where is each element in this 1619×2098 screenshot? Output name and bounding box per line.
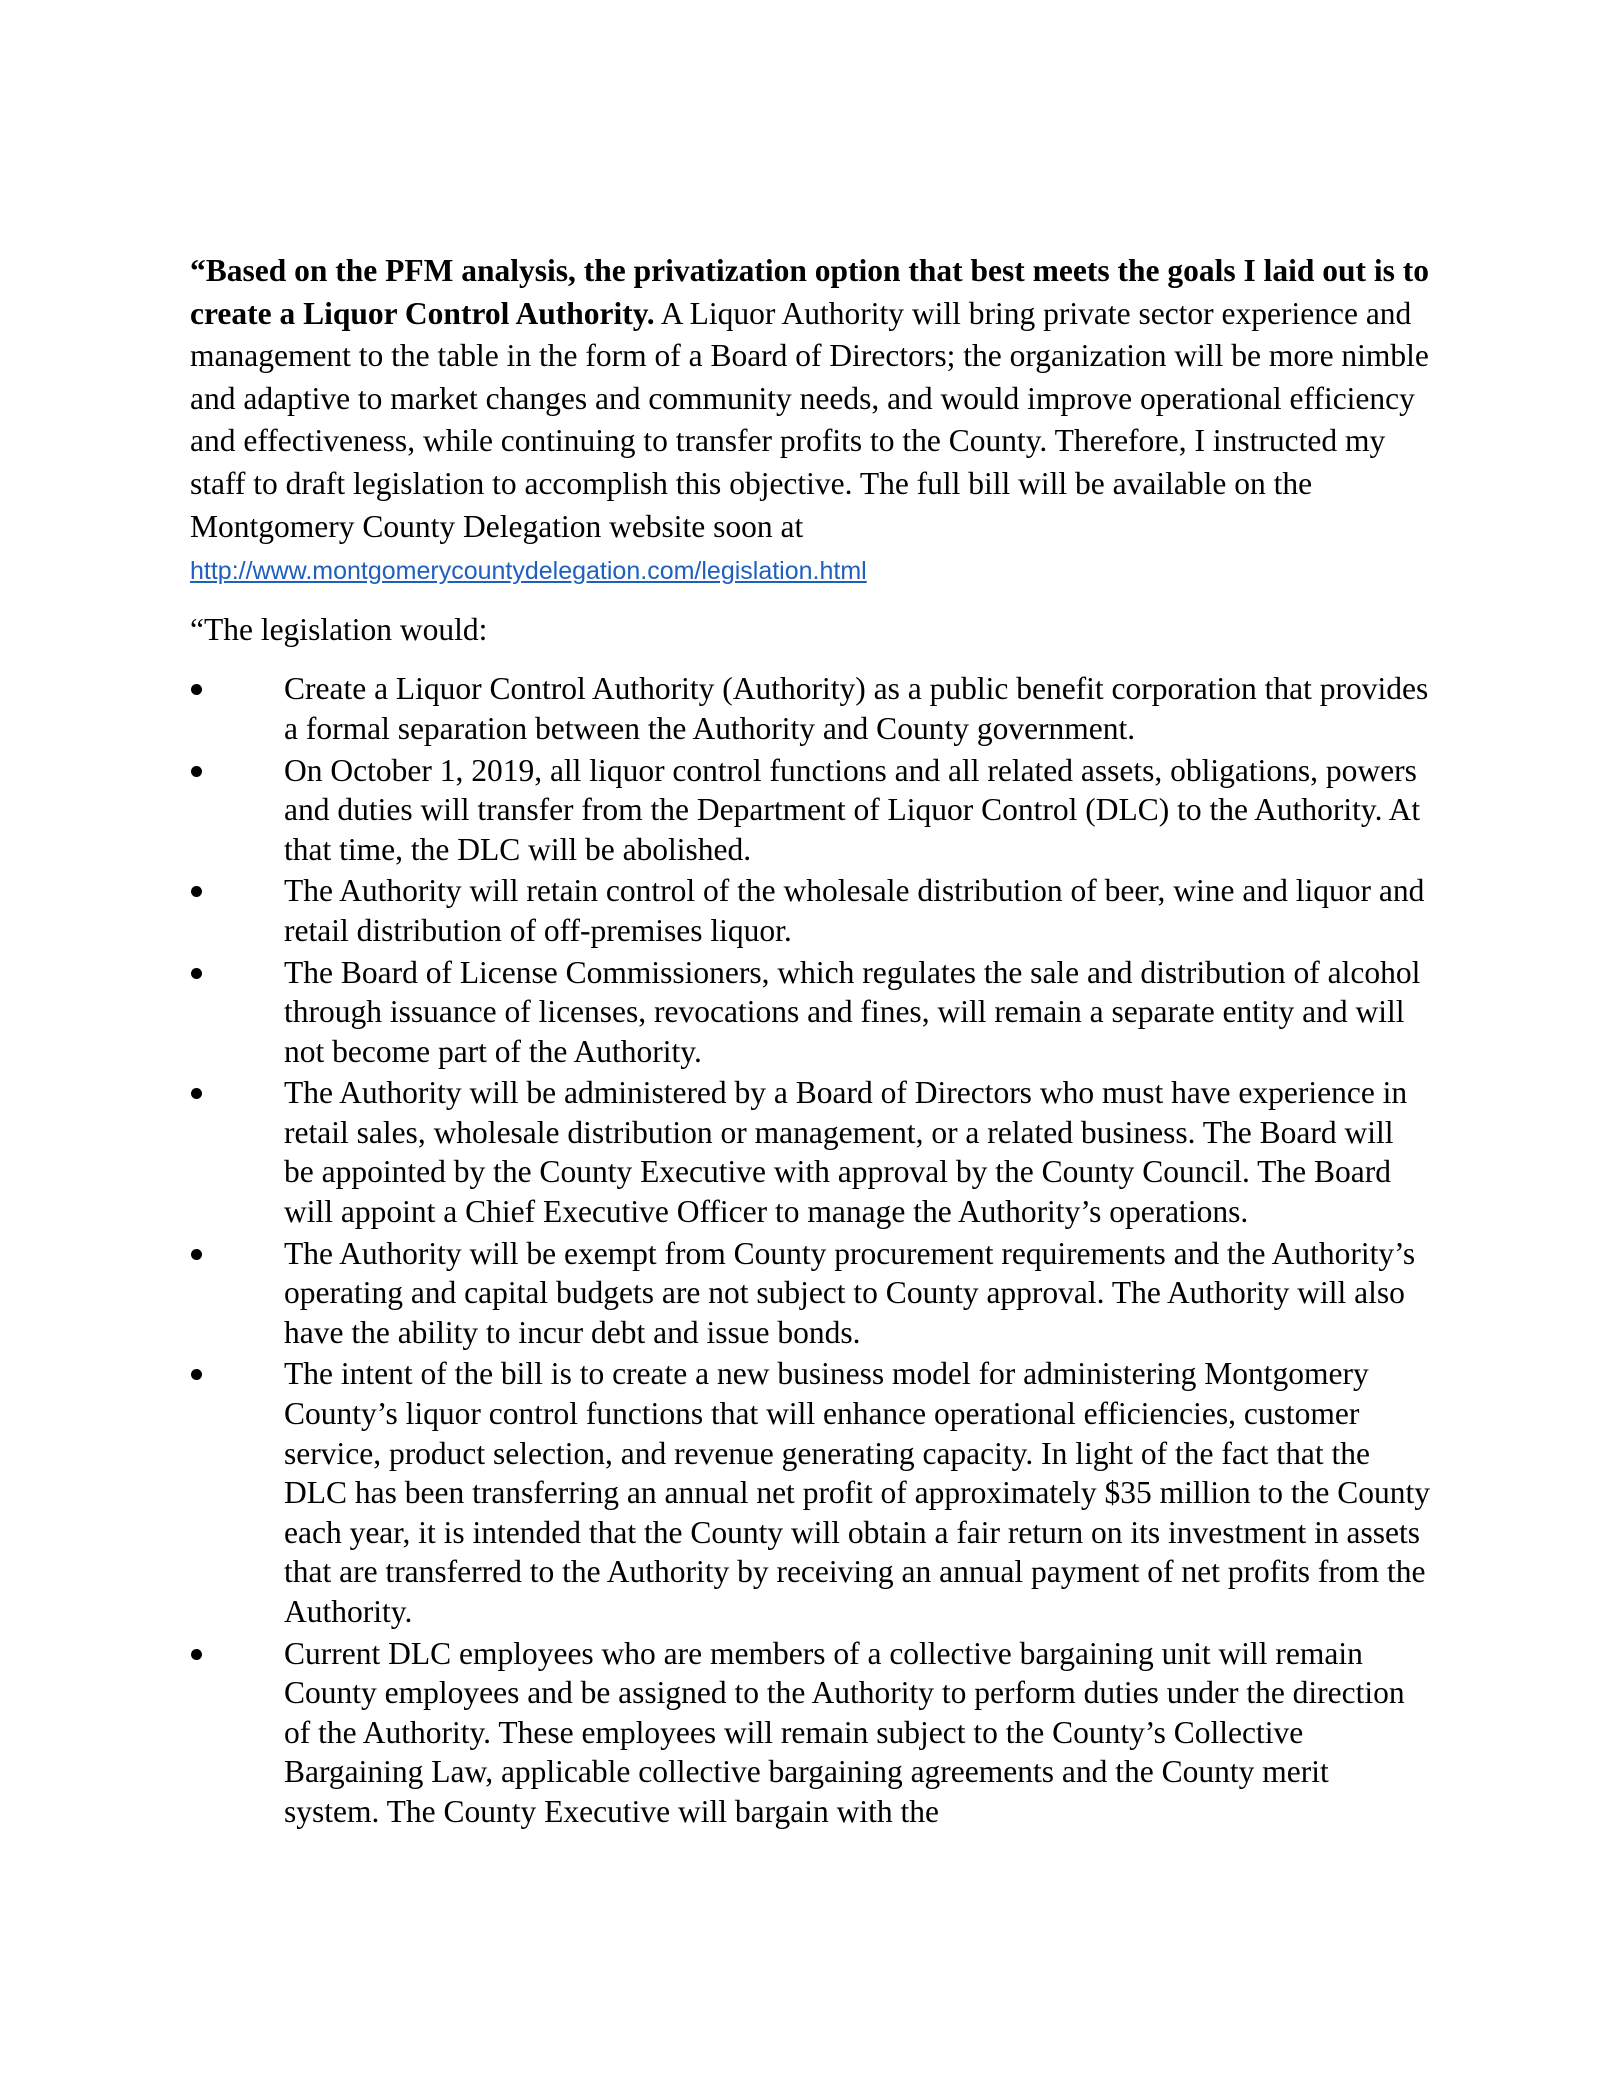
bullet-dot-icon (191, 968, 202, 979)
bullet-item (190, 871, 1430, 950)
legislation-lead-in: “The legislation would: (190, 611, 488, 647)
bullet-text: Create a Liquor Control Authority (Authority) as a public benefit corporation that provides a formal separation between the Authority and County government. (284, 671, 1429, 746)
intro-body: A Liquor Authority will bring private sector experience and management to the table in the form of a Board of Directors; the organization will be more nimble and adaptive to market changes and community needs, and would improve operational efficiency and effectiveness, while continuing to transfer profits to the County. Therefore, I instructed my staff to draft legislation to accomplish this objective. The full bill will be available on the Montgomery County Delegation website soon at (190, 295, 1429, 544)
bullet-text: The intent of the bill is to create a new business model for administering Montgomery County’s liquor control functions that will enhance operational efficiencies, customer service, product selection, and revenue generating capacity. In light of the fact that the DLC has been transferring an annual net profit of approximately $35 million to the County each year, it is intended that the County will obtain a fair return on its investment in assets that are transferred to the Authority by receiving an annual payment of net profits from the Authority. (284, 1356, 1430, 1629)
bullet-item (190, 1234, 1430, 1353)
page-content (190, 250, 1430, 1834)
bullet-dot-icon (191, 1249, 202, 1260)
bullet-dot-icon (191, 1088, 202, 1099)
bullet-item (190, 953, 1430, 1072)
bullet-text: On October 1, 2019, all liquor control functions and all related assets, obligations, powers and duties will transfer from the Department of Liquor Control (DLC) to the Authority. At that time, the DLC will be abolished. (284, 752, 1421, 867)
bullet-text: Current DLC employees who are members of a collective bargaining unit will remain County employees and be assigned to the Authority to perform duties under the direction of the Authority. These employees will remain subject to the County’s Collective Bargaining Law, applicable collective bargaining agreements and the County merit system. The County Executive will bargain with the (284, 1635, 1405, 1829)
bullet-dot-icon (191, 766, 202, 777)
bullet-text: The Authority will retain control of the wholesale distribution of beer, wine and liquor and retail distribution of off-premises liquor. (284, 873, 1425, 948)
legislation-bullet-list (190, 669, 1430, 1831)
legislation-link[interactable]: http://www.montgomerycountydelegation.com/legislation.html (190, 557, 867, 586)
bullet-dot-icon (191, 1649, 202, 1660)
intro-paragraph (190, 250, 1430, 593)
bullet-item (190, 1073, 1430, 1231)
bullet-dot-icon (191, 886, 202, 897)
bullet-item (190, 1354, 1430, 1631)
bullet-item (190, 669, 1430, 748)
bullet-dot-icon (191, 684, 202, 695)
bullet-text: The Authority will be exempt from County procurement requirements and the Authority’s operating and capital budgets are not subject to County approval. The Authority will also have the ability to incur debt and issue bonds. (284, 1235, 1416, 1350)
bullet-dot-icon (191, 1369, 202, 1380)
bullet-item (190, 751, 1430, 870)
bullet-item (190, 1634, 1430, 1832)
bullet-text: The Authority will be administered by a Board of Directors who must have experience in retail sales, wholesale distribution or management, or a related business. The Board will be appointed by the County Executive with approval by the County Council. The Board will appoint a Chief Executive Officer to manage the Authority’s operations. (284, 1075, 1408, 1230)
bullet-text: The Board of License Commissioners, which regulates the sale and distribution of alcohol through issuance of licenses, revocations and fines, will remain a separate entity and will not become part of the Authority. (284, 954, 1421, 1069)
intro-bold-lead: “Based on the PFM analysis, the privatization option that best meets the goals I laid out is to create a Liquor Control Authority. (190, 253, 1430, 331)
